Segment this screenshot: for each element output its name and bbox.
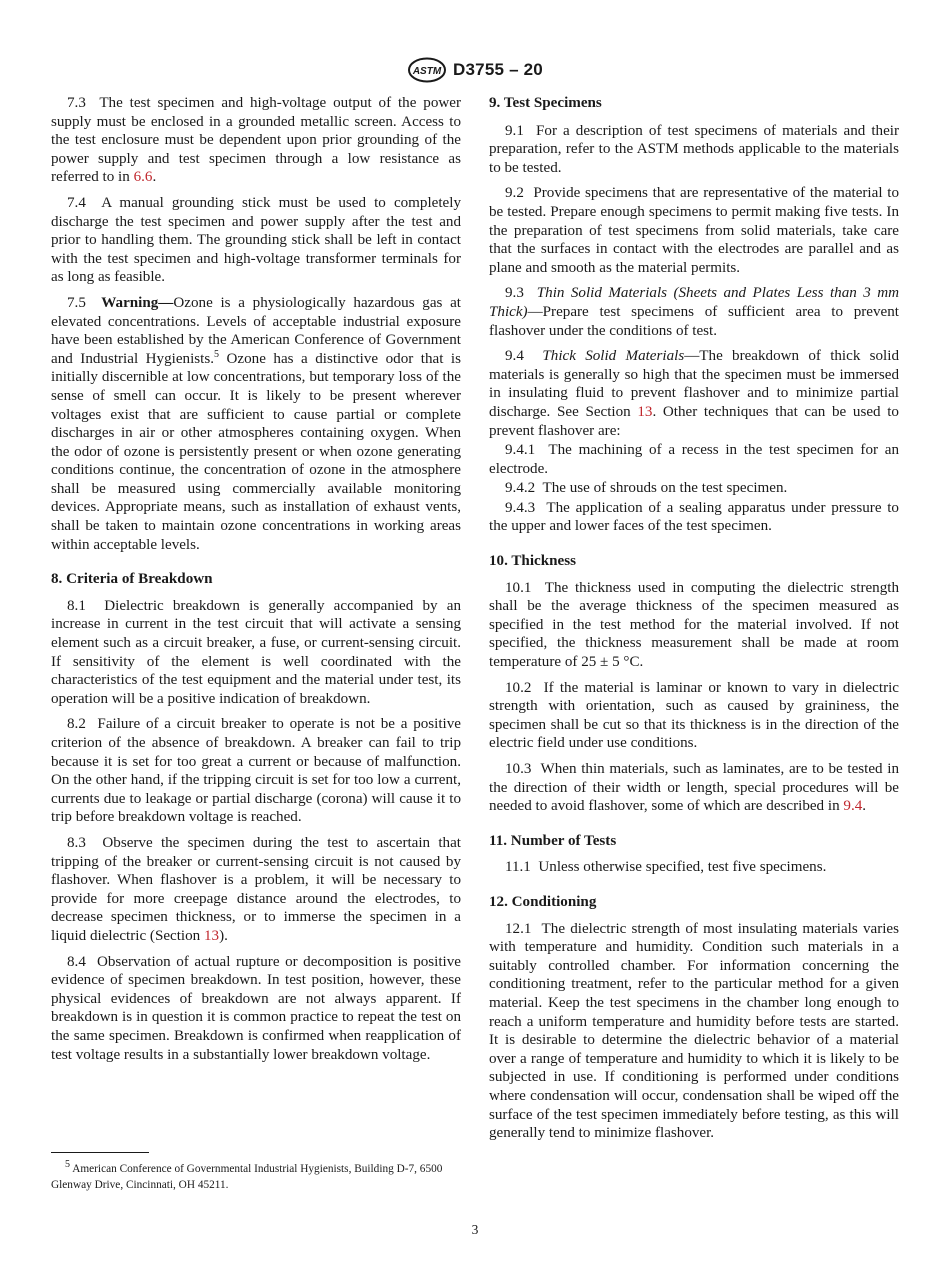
paragraph-9-4: 9.4 Thick Solid Materials—The breakdown of thick solid materials is generally so high that the specimen must be immersed in insulating fluid to prevent flashover and to minimize partial discharge. See Section 13. Other techniques that can be used to prevent flashover are: (489, 348, 899, 439)
paragraph-10-1: 10.1 The thickness used in computing the dielectric strength shall be the average thickness of the specimen measured as specified in the test method for the material involved. If not specified, the thickness measurement shall be made at room temperature of 25 ± 5 °C. (489, 579, 900, 671)
section-12-heading: 12. Conditioning (489, 893, 597, 910)
section-10-heading: 10. Thickness (489, 553, 576, 570)
section-9-heading: 9. Test Specimens (489, 95, 602, 111)
footnote-marker: 5 (214, 348, 219, 360)
ref-link-6-6[interactable]: 6.6 (133, 169, 153, 186)
page-header (0, 56, 950, 84)
section-8-heading: 8. Criteria of Breakdown (51, 571, 213, 588)
paragraph-12-1: 12.1 The dielectric strength of most insulating materials varies with temperature and humidity. Condition such materials in a suitably controlled chamber. For information concerning the conditioning treatment, refer to the particular method for a given material. Keep the test specimens in the chamber long enough to reach a uniform temperature and humidity before tests are started. It is desirable to determine the dielectric behavior of a material over a range of temperature and humidity to which it is likely to be subjected in use. If conditioning is performed under conditions where condensation will occur, condensation shall be wiped off the surface of the test specimen immediately before testing, as this will generally tend to minimize flashover. (489, 920, 899, 1142)
svg-text:ASTM: ASTM (412, 66, 442, 77)
paragraph-7-5: 7.5 Warning—Ozone is a physiologically hazardous gas at elevated concentrations. Levels of acceptable industrial exposure have been established by the American Conference of Government and Industrial Hygienists.$^5$ Ozone has a distinctive odor that is initially discernible at low concentrations, but temporary loss of the sense of smell can occur. It is likely to be present wherever voltages exist that are sufficient to cause partial or complete discharges in air or other atmospheres containing oxygen. When the odor of ozone is persistently present or when ozone generating conditions continue, the concentration of ozone in the atmosphere shall be measured using commercially available monitoring devices. Appropriate means, such as installation of exhaust vents, shall be taken to maintain ozone concentrations in working areas within acceptable levels. (51, 294, 462, 553)
paragraph-8-2: 8.2 Failure of a circuit breaker to operate is not be a positive criterion of the absence of breakdown. A breaker can fail to trip because it is set for too great a current or because of malfunction. On the other hand, if the tripping circuit is set for too low a current, currents due to leakage or partial discharge (corona) will cause it to trip before breakdown voltage is reached. (51, 716, 461, 826)
ref-link-13[interactable]: 13 (637, 403, 653, 420)
section-11-heading: 11. Number of Tests (489, 832, 617, 849)
paragraph-9-2: 9.2 Provide specimens that are representative of the material to be tested. Prepare enough specimens to permit making five tests. In the preparation of test specimens from solid materials, take care that the surfaces in contact with the electrodes are parallel and as plane and smooth as the material permits. (489, 185, 900, 276)
right-column (489, 94, 899, 1150)
ref-link-13[interactable]: 13 (204, 927, 220, 944)
paragraph-11-1: 11.1 Unless otherwise specified, test five specimens. (505, 859, 827, 876)
page-number: 3 (471, 1222, 479, 1237)
warning-label: Warning— (101, 294, 174, 311)
astm-logo-icon (407, 57, 447, 83)
paragraph-7-4: 7.4 A manual grounding stick must be used to completely discharge the test specimen and power supply after the test and prior to handling them. The grounding stick shall be left in contact with the test specimen and high-voltage transformer terminals for as long as feasible. (51, 194, 461, 286)
paragraph-8-4: 8.4 Observation of actual rupture or decomposition is positive evidence of specimen breakdown. In test position, however, these physical evidences of breakdown are not always apparent. If breakdown is in question it is common practice to repeat the test on the same specimen. Breakdown is confirmed when reapplication of test voltage results in a substantially lower breakdown voltage. (51, 953, 461, 1063)
left-column (51, 94, 461, 1071)
paragraph-9-3: 9.3 Thin Solid Materials (Sheets and Plates Less than 3 mm Thick)—Prepare test specimens of sufficient area to prevent flashover under the conditions of test. (489, 285, 900, 339)
paragraph-8-1: 8.1 Dielectric breakdown is generally accompanied by an increase in current in the test circuit that will activate a sensing element such as a circuit breaker, a fuse, or current-sensing circuit. If sensitivity of the element is well coordinated with the characteristics of the test equipment and the material under test, its operation will be a positive indication of breakdown. (51, 597, 461, 707)
ref-link-9-4[interactable]: 9.4 (843, 798, 863, 815)
paragraph-9-1: 9.1 For a description of test specimens of materials and their preparation, refer to the ASTM methods applicable to the materials to be tested. (489, 122, 900, 176)
footnote-divider (51, 1152, 149, 1153)
paragraph-9-4-3: 9.4.3 The application of a sealing apparatus under pressure to the upper and lower faces of the test specimen. (489, 499, 899, 535)
footnote-5: $^5$ American Conference of Governmental Industrial Hygienists, Building D-7, 6500 Glenway Drive, Cincinnati, OH 45211. (51, 1159, 443, 1191)
paragraph-9-4-2: 9.4.2 The use of shrouds on the test specimen. (505, 480, 788, 497)
paragraph-8-3: 8.3 Observe the specimen during the test to ascertain that tripping of the breaker or current-sensing circuit is not caused by flashover. When flashover is a problem, it will be necessary to provide for more creepage distance around the electrodes, to decrease specimen thickness, or to immerse the specimen in a liquid dielectric (Section 13). (51, 834, 461, 944)
paragraph-9-4-1: 9.4.1 The machining of a recess in the test specimen for an electrode. (489, 442, 900, 477)
paragraph-7-3: 7.3 The test specimen and high-voltage output of the power supply must be enclosed in a grounded metallic screen. Access to the test enclosure must be dependent upon prior grounding of the power supply and test specimen through a low resistance as referred to in 6.6. (51, 95, 461, 186)
paragraph-10-3: 10.3 When thin materials, such as laminates, are to be tested in the direction of their width or length, special procedures will be needed to avoid flashover, some of which are described in 9.4. (489, 761, 900, 815)
standard-designation: D3755 – 20 (453, 60, 543, 79)
paragraph-10-2: 10.2 If the material is laminar or known to vary in dielectric strength with orientation, such as caused by graininess, the specimen shall be cut so that its thickness is in the direction of the electric field under use conditions. (489, 679, 899, 752)
